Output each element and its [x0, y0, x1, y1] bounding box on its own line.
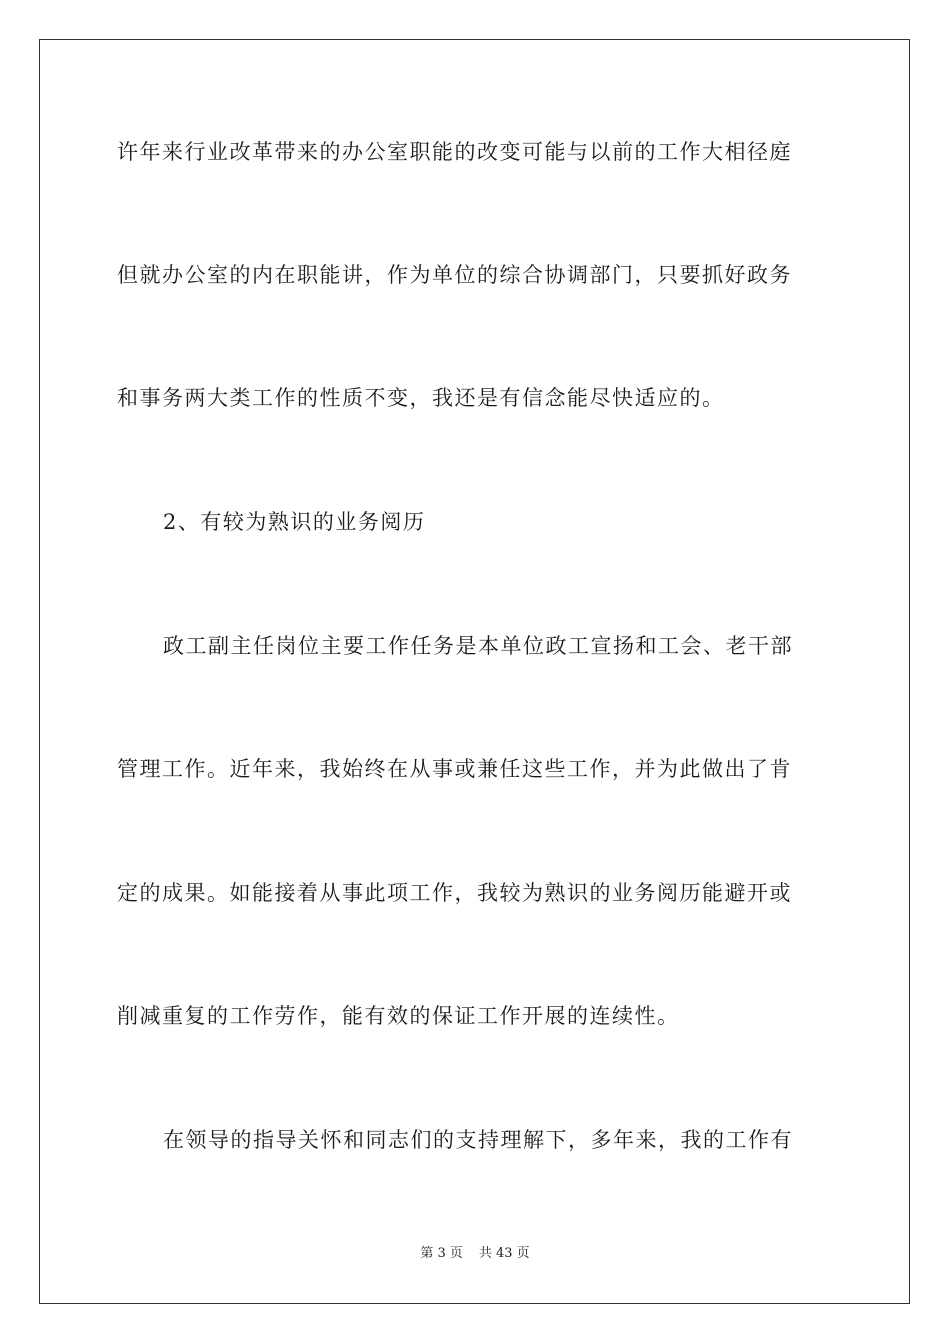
body-line-1: 许年来行业改革带来的办公室职能的改变可能与以前的工作大相径庭 [117, 140, 792, 164]
body-line-2: 但就办公室的内在职能讲，作为单位的综合协调部门，只要抓好政务 [117, 263, 792, 287]
section-heading: 2、有较为熟识的业务阅历 [163, 510, 426, 534]
body-line-7: 削减重复的工作劳作，能有效的保证工作开展的连续性。 [117, 1004, 680, 1028]
page-number: 第 3 页 [420, 1246, 463, 1261]
body-line-4: 政工副主任岗位主要工作任务是本单位政工宣扬和工会、老干部 [163, 634, 793, 658]
page-footer [0, 1246, 950, 1262]
body-line-8: 在领导的指导关怀和同志们的支持理解下，多年来，我的工作有 [163, 1128, 793, 1152]
body-line-3: 和事务两大类工作的性质不变，我还是有信念能尽快适应的。 [117, 386, 725, 410]
body-line-5: 管理工作。近年来，我始终在从事或兼任这些工作，并为此做出了肯 [117, 757, 792, 781]
total-pages: 共 43 页 [478, 1246, 530, 1261]
body-line-6: 定的成果。如能接着从事此项工作，我较为熟识的业务阅历能避开或 [117, 881, 792, 905]
page-border [39, 39, 910, 1304]
